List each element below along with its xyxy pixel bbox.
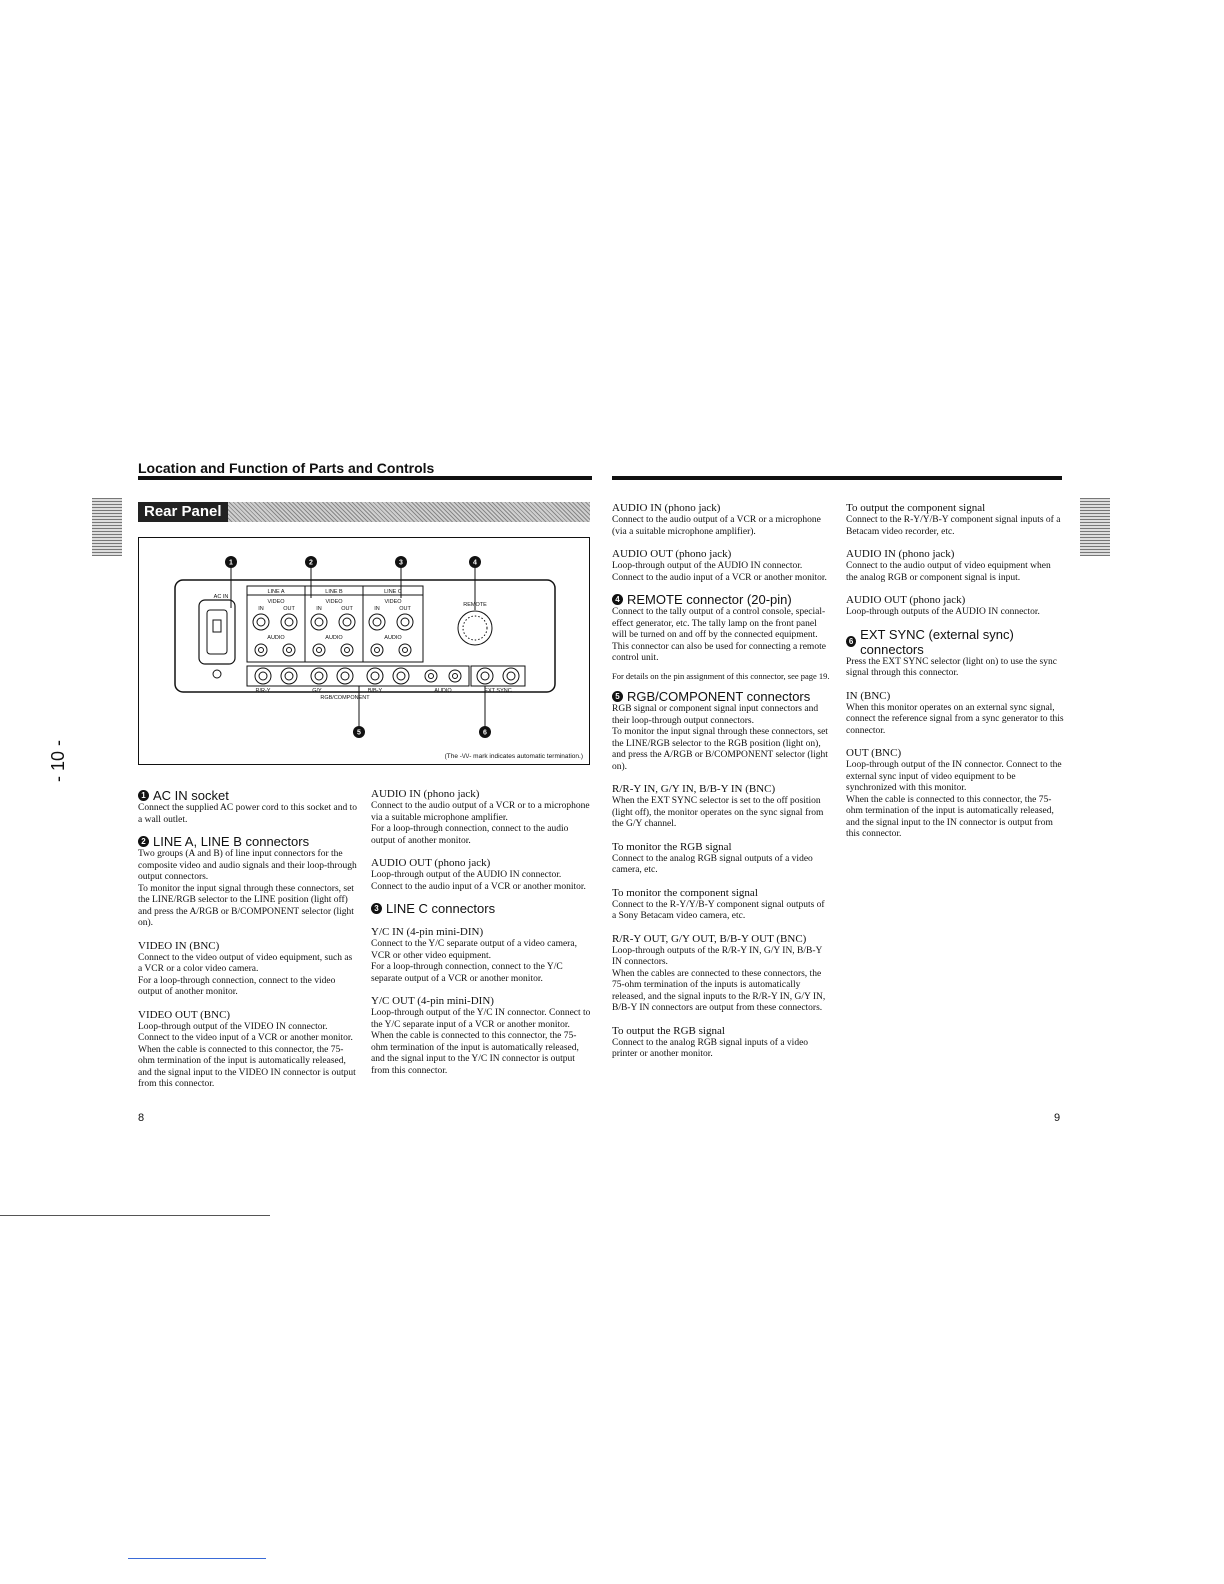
- body-text: Connect the supplied AC power cord to this socket and to a wall outlet.: [138, 803, 357, 825]
- sub-heading: AUDIO IN (phono jack): [846, 548, 955, 560]
- label-by: B/B-Y: [367, 688, 383, 694]
- body-text: RGB signal or component signal input connectors and their loop-through output connectors. To monitor the input signal through these connectors, set the LINE/RGB selector to the RGB position (light on), and press the A/RGB or B/COMPONENT selector (light on).: [612, 704, 828, 772]
- page-title: Location and Function of Parts and Controls: [138, 460, 435, 476]
- sub-heading: R/R-Y OUT, G/Y OUT, B/B-Y OUT (BNC): [612, 932, 807, 945]
- section-heading: [612, 592, 830, 607]
- label-video-b: VIDEO: [325, 599, 343, 605]
- page8-column-2: [371, 788, 591, 1077]
- body-text: When the EXT SYNC selector is set to the off position (light off), the monitor operates on the sync signal from the G/Y channel.: [612, 796, 824, 829]
- diagram-note: (The -\/\/- mark indicates automatic termination.): [444, 753, 583, 760]
- sub-heading: To monitor the component signal: [612, 886, 758, 899]
- body-text: Connect to the R-Y/Y/B-Y component signal outputs of a Sony Betacam video camera, etc.: [612, 899, 825, 921]
- label-in-c: IN: [374, 606, 380, 612]
- scan-blue-line: [128, 1558, 266, 1559]
- body-text: Connect to the R-Y/Y/B-Y component signal inputs of a Betacam video recorder, etc.: [846, 515, 1061, 537]
- label-line-b: LINE B: [325, 589, 343, 595]
- body-text: Loop-through output of the Y/C IN connector. Connect to the Y/C separate input of a VCR or another monitor. When the cable is connected to this connector, the 75-ohm termination of the input is automatically released, and the signal input to the Y/C IN connector is output from this connector.: [371, 1008, 591, 1076]
- label-remote: REMOTE: [463, 602, 487, 608]
- body-text: Connect to the Y/C separate output of a video camera, VCR or other video equipment. For a loop-through connection, connect to the Y/C separate output of a VCR or another monitor.: [371, 939, 577, 984]
- label-out-a: OUT: [283, 606, 295, 612]
- body-text: Connect to the analog RGB signal outputs of a video camera, etc.: [612, 853, 813, 875]
- label-in-a: IN: [258, 606, 264, 612]
- page9-column-1: [612, 502, 830, 1061]
- body-text: Loop-through outputs of the AUDIO IN connector.: [846, 607, 1040, 617]
- label-video-a: VIDEO: [267, 599, 285, 605]
- sub-heading: IN (BNC): [846, 689, 891, 702]
- page-number-8: 8: [138, 1112, 145, 1124]
- sub-heading: OUT (BNC): [846, 747, 902, 759]
- header-rule-right: [612, 476, 1062, 480]
- body-text: Loop-through output of the AUDIO IN connector. Connect to the audio input of a VCR or another monitor.: [371, 870, 586, 892]
- label-in-b: IN: [316, 606, 322, 612]
- callout-2: 2: [309, 559, 313, 567]
- label-out-c: OUT: [399, 606, 411, 612]
- sub-heading: VIDEO IN (BNC): [138, 939, 220, 952]
- sub-heading: AUDIO IN (phono jack): [612, 502, 721, 514]
- section-heading-text: AC IN socket: [153, 788, 229, 803]
- body-text: Connect to the audio output of video equipment when the analog RGB or component signal is input.: [846, 561, 1051, 583]
- body-text: Connect to the audio output of a VCR or to a microphone via a suitable microphone amplifier. For a loop-through connection, connect to the audio output of another monitor.: [371, 801, 590, 846]
- number-badge: 2: [138, 836, 149, 847]
- side-page-mark: - 10 -: [48, 740, 68, 783]
- page-number-9: 9: [1054, 1112, 1061, 1124]
- label-audio-b: AUDIO: [325, 635, 343, 641]
- body-text: Connect to the audio output of a VCR or a microphone (via a suitable microphone amplifier).: [612, 515, 821, 537]
- section-heading: [846, 627, 1064, 657]
- body-text: Loop-through output of the IN connector. Connect to the external sync input of video equipment to be synchronized with this monitor. When the cable is connected to this connector, the 75-ohm termination of the input is automatically released, and the signal input to the IN connector is output from this connector.: [846, 760, 1062, 839]
- sub-heading: AUDIO IN (phono jack): [371, 788, 480, 800]
- callout-3: 3: [399, 559, 403, 567]
- section-heading-text: REMOTE connector (20-pin): [627, 592, 792, 607]
- sub-heading: VIDEO OUT (BNC): [138, 1008, 231, 1021]
- sub-heading: To output the RGB signal: [612, 1024, 725, 1037]
- label-video-c: VIDEO: [384, 599, 402, 605]
- section-heading-text: LINE A, LINE B connectors: [153, 834, 310, 849]
- callout-1: 1: [229, 559, 233, 567]
- label-line-c: LINE C: [384, 589, 402, 595]
- section-heading: [371, 901, 591, 916]
- label-audio-c: AUDIO: [384, 635, 402, 641]
- body-text: Loop-through output of the AUDIO IN connector. Connect to the audio input of a VCR or another monitor.: [612, 561, 827, 583]
- section-heading-text: LINE C connectors: [386, 901, 496, 916]
- body-text: Connect to the video output of video equipment, such as a VCR or a color video camera. For a loop-through connection, connect to the video output of another monitor.: [138, 952, 353, 997]
- number-badge: 1: [138, 790, 149, 801]
- sub-heading: AUDIO OUT (phono jack): [846, 594, 966, 606]
- sub-heading: Y/C OUT (4-pin mini-DIN): [371, 995, 494, 1007]
- label-line-a: LINE A: [267, 589, 285, 595]
- label-ext-sync: EXT SYNC: [484, 688, 512, 694]
- sub-heading: To monitor the RGB signal: [612, 840, 732, 853]
- section-heading: [612, 689, 830, 704]
- body-text: Loop-through outputs of the R/R-Y IN, G/Y IN, B/B-Y IN connectors. When the cables are connected to these connectors, the 75-ohm termination of the inputs is automatically released, and the signal inputs to the R/R-Y IN, G/Y IN, B/B-Y IN connectors are output from these connectors.: [612, 945, 826, 1013]
- margin-tab-left: [92, 498, 122, 556]
- section-heading: [138, 834, 358, 849]
- body-text: Two groups (A and B) of line input connectors for the composite video and audio signals and their loop-through output connectors. To monitor the input signal through these connectors, set the LINE/RGB selector to the LINE position (light off) and press the A/RGB or B/COMPONENT selector (light on).: [138, 849, 357, 928]
- body-text: Press the EXT SYNC selector (light on) to use the sync signal through this connector.: [846, 656, 1057, 678]
- callout-6: 6: [483, 729, 487, 737]
- section-heading-text: EXT SYNC (external sync) connectors: [860, 626, 1014, 657]
- sub-heading: AUDIO OUT (phono jack): [612, 548, 732, 560]
- number-badge: 6: [846, 636, 856, 647]
- body-text: Connect to the analog RGB signal inputs of a video printer or another monitor.: [612, 1037, 809, 1059]
- label-ry: R/R-Y: [255, 688, 271, 694]
- section-heading-text: RGB/COMPONENT connectors: [627, 689, 811, 704]
- number-badge: 4: [612, 594, 623, 605]
- scan-edge-line: [0, 1215, 270, 1216]
- callout-4: 4: [473, 559, 477, 567]
- label-gy: G/Y: [312, 688, 322, 694]
- label-rgb-component: RGB/COMPONENT: [320, 695, 370, 701]
- label-audio-rgb: AUDIO: [434, 688, 452, 694]
- margin-tab-right: [1080, 498, 1110, 556]
- label-audio-a: AUDIO: [267, 635, 285, 641]
- callout-5: 5: [357, 729, 361, 737]
- sub-heading: To output the component signal: [846, 502, 986, 514]
- rear-panel-diagram: [138, 537, 590, 765]
- rear-panel-illustration: [139, 538, 589, 764]
- body-text: Connect to the tally output of a control console, special-effect generator, etc. The tally lamp on the front panel will be turned on and off by the connected equipment. This connector can also be used for connecting a remote control unit.: [612, 607, 826, 663]
- note-text: For details on the pin assignment of this connector, see page 19.: [612, 670, 830, 681]
- header-rule-left: [138, 476, 592, 480]
- sub-heading: Y/C IN (4-pin mini-DIN): [371, 926, 484, 938]
- body-text: When this monitor operates on an external sync signal, connect the reference signal from a sync generator to this connector.: [846, 702, 1064, 736]
- section-heading: [138, 788, 358, 803]
- body-text: Loop-through output of the VIDEO IN connector. Connect to the video input of a VCR or another monitor. When the cable is connected to this connector, the 75-ohm termination of the input is automatically released, and the signal input to the VIDEO IN connector is output from this connector.: [138, 1021, 356, 1089]
- sub-heading: R/R-Y IN, G/Y IN, B/B-Y IN (BNC): [612, 783, 776, 795]
- page8-column-1: [138, 788, 358, 1091]
- number-badge: 3: [371, 903, 382, 914]
- page9-column-2: [846, 502, 1064, 841]
- section-title: Rear Panel: [138, 502, 228, 522]
- label-ac-in: AC IN: [213, 594, 229, 600]
- number-badge: 5: [612, 691, 623, 702]
- sub-heading: AUDIO OUT (phono jack): [371, 857, 491, 869]
- label-out-b: OUT: [341, 606, 353, 612]
